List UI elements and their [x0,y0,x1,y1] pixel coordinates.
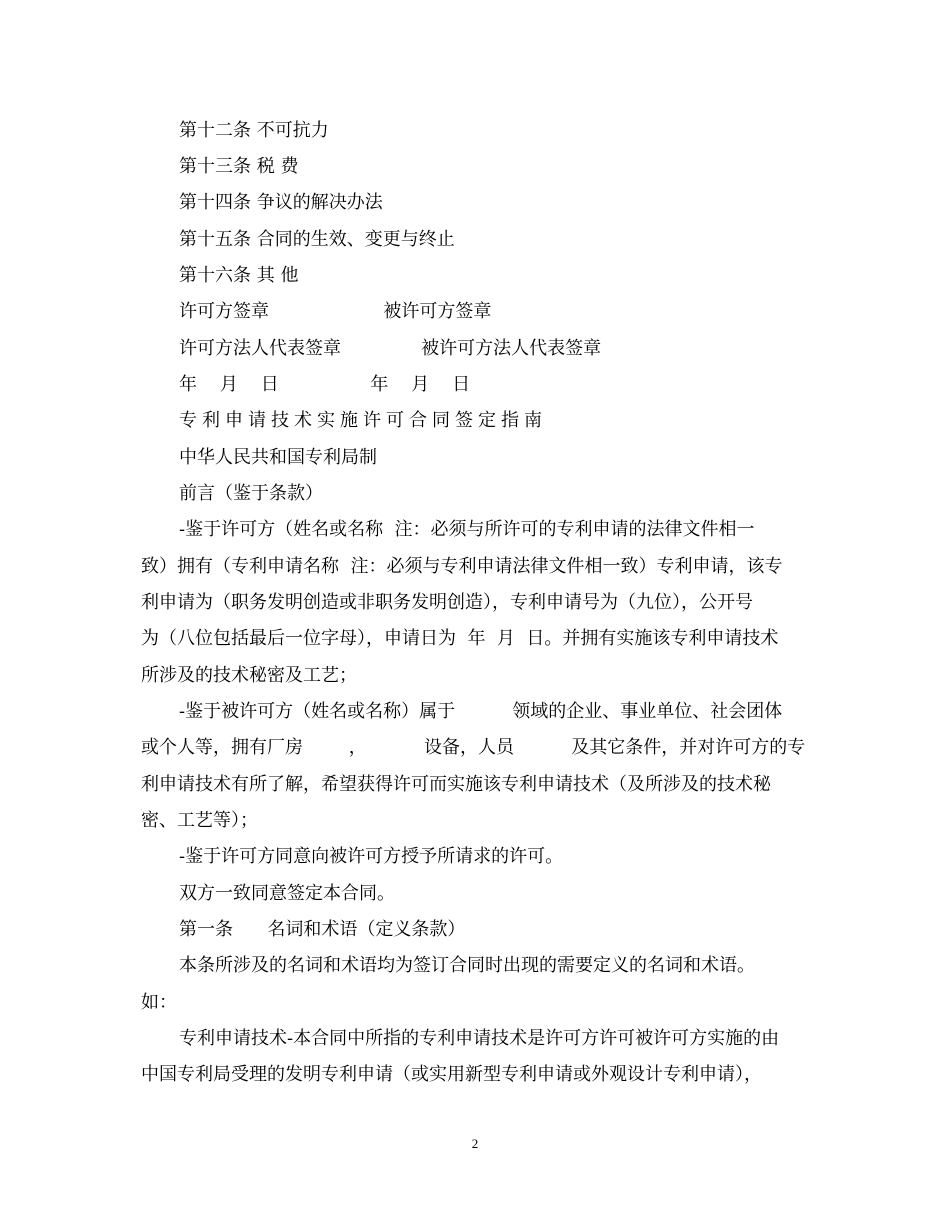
paragraph-line: 或个人等，拥有厂房 ， 设备，人员 及其它条件，并对许可方的专 [141,737,806,758]
page-number: 2 [471,1136,479,1151]
date-line: 年 月 日 年 月 日 [179,374,471,395]
paragraph-line: 为（八位包括最后一位字母），申请日为 年 月 日。并拥有实施该专利申请技术 [141,628,779,649]
preamble-heading: 前言（鉴于条款） [179,483,323,504]
paragraph-line: 本条所涉及的名词和术语均为签订合同时出现的需要定义的名词和术语。 [179,955,755,976]
article-1-heading: 第一条 名词和术语（定义条款） [179,919,466,940]
legal-rep-signature-line: 许可方法人代表签章 被许可方法人代表签章 [179,338,602,359]
signature-line: 许可方签章 被许可方签章 [179,301,492,322]
paragraph-line: 双方一致同意签定本合同。 [179,883,395,904]
paragraph-line: -鉴于被许可方（姓名或名称）属于 领域的企业、事业单位、社会团体 [179,701,783,722]
toc-article-16: 第十六条 其 他 [179,265,299,286]
toc-article-15: 第十五条 合同的生效、变更与终止 [179,229,455,250]
toc-article-12: 第十二条 不可抗力 [179,120,329,141]
paragraph-line: 专利申请技术-本合同中所指的专利申请技术是许可方许可被许可方实施的由 [179,1028,780,1049]
paragraph-line: -鉴于许可方（姓名或名称 注：必须与所许可的专利申请的法律文件相一 [179,519,755,540]
paragraph-line: 所涉及的技术秘密及工艺； [141,665,357,686]
paragraph-line: 密、工艺等）； [141,810,258,831]
paragraph-line: -鉴于许可方同意向被许可方授予所请求的许可。 [179,846,564,867]
toc-article-14: 第十四条 争议的解决办法 [179,192,383,213]
paragraph-line: 利申请技术有所了解，希望获得许可而实施该专利申请技术（及所涉及的技术秘 [141,774,771,795]
paragraph-line: 中国专利局受理的发明专利申请（或实用新型专利申请或外观设计专利申请）， [141,1064,762,1085]
toc-article-13: 第十三条 税 费 [179,156,299,177]
paragraph-line: 利申请为（职务发明创造或非职务发明创造），专利申请号为（九位），公开号 [141,592,753,613]
guide-title: 专利申请技术实施许可合同签定指南 [179,410,547,431]
paragraph-line: 致）拥有（专利申请名称 注：必须与专利申请法律文件相一致）专利申请，该专 [141,556,783,577]
paragraph-line: 如： [141,992,177,1013]
issuer-line: 中华人民共和国专利局制 [179,447,377,468]
